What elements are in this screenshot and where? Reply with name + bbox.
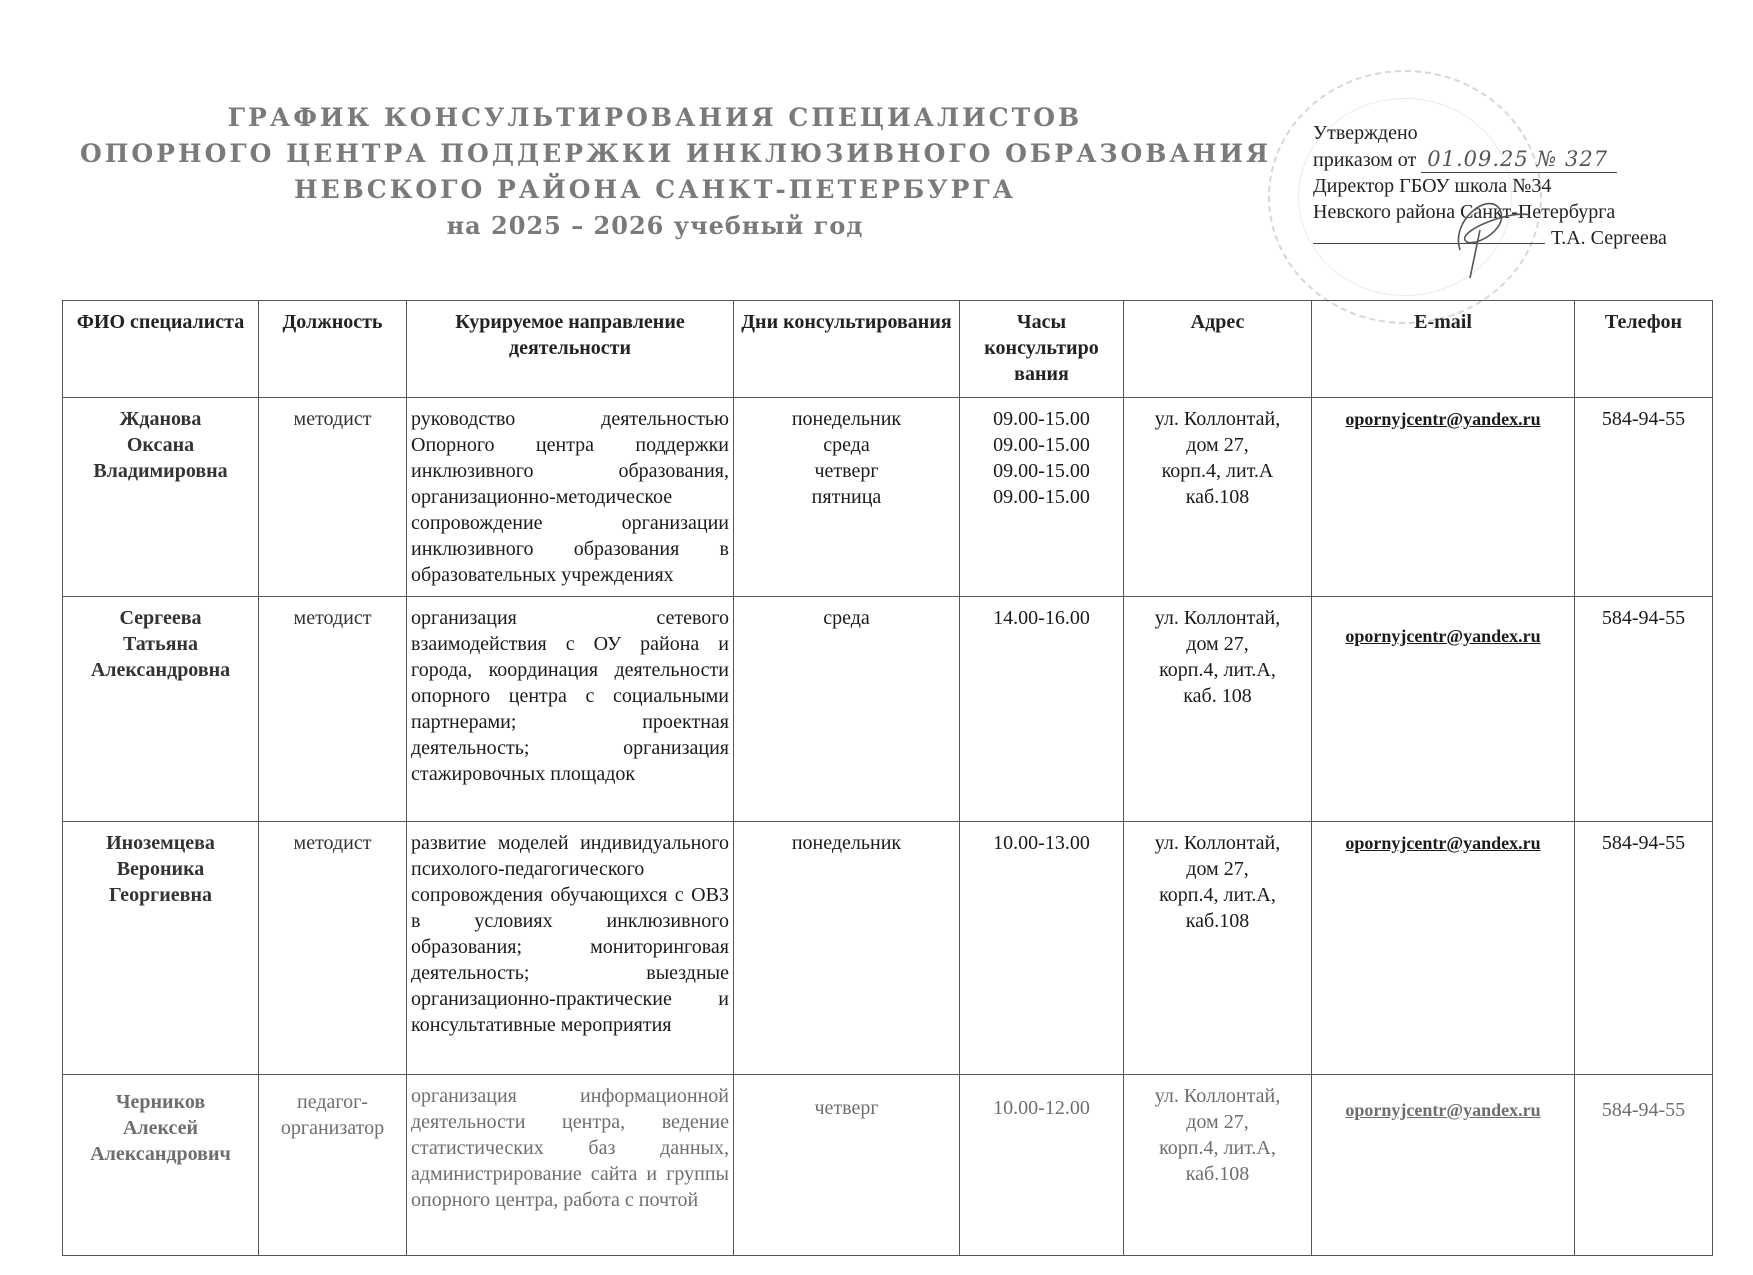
approval-block	[1313, 120, 1693, 251]
header-hours: Часы консультиро вания	[960, 301, 1124, 398]
cell-direction: развитие моделей индивидуального психолого-педагогического сопровождения обучающихся с ОВЗ в условиях инклюзивного образования; мониторинговая деятельность; выездные организационно-практические и консультативные мероприятия	[407, 822, 734, 1075]
approval-order-prefix: приказом от	[1313, 149, 1417, 171]
header-name: ФИО специалиста	[63, 301, 259, 398]
cell-direction: организация информационной деятельности центра, ведение статистических баз данных, администрирование сайта и группы опорного центра, работа с почтой	[407, 1075, 734, 1256]
approval-district: Невского района Санкт-Петербурга	[1313, 201, 1616, 223]
header-address: Адрес	[1124, 301, 1312, 398]
cell-email	[1312, 1075, 1575, 1256]
table-row	[63, 398, 1713, 597]
email-link[interactable]: opornyjcentr@yandex.ru	[1345, 409, 1541, 429]
cell-hours: 10.00-12.00	[960, 1075, 1124, 1256]
cell-address: ул. Коллонтай, дом 27, корп.4, лит.А, каб.108	[1124, 1075, 1312, 1256]
email-link[interactable]: opornyjcentr@yandex.ru	[1345, 626, 1541, 646]
cell-phone: 584-94-55	[1575, 398, 1713, 597]
approval-label: Утверждено	[1313, 122, 1418, 144]
schedule-table	[62, 300, 1713, 1256]
table-row	[63, 822, 1713, 1075]
cell-name: Черников Алексей Александрович	[63, 1075, 259, 1256]
title-line-3: НЕВСКОГО РАЙОНА САНКТ-ПЕТЕРБУРГА	[293, 175, 1016, 204]
cell-address: ул. Коллонтай, дом 27, корп.4, лит.А, каб. 108	[1124, 597, 1312, 822]
cell-address: ул. Коллонтай, дом 27, корп.4, лит.А, каб.108	[1124, 822, 1312, 1075]
header-direction: Курируемое направление деятельности	[407, 301, 734, 398]
cell-email	[1312, 822, 1575, 1075]
approval-signature-row	[1313, 225, 1693, 251]
signature-line	[1313, 225, 1545, 244]
cell-position: методист	[259, 822, 407, 1075]
cell-email	[1312, 398, 1575, 597]
cell-direction: руководство деятельностью Опорного центра поддержки инклюзивного образования, организационно-методическое сопровождение организации инклюзивного образования в образовательных учреждениях	[407, 398, 734, 597]
cell-days: понедельник	[734, 822, 960, 1075]
approval-signatory: Т.А. Сергеева	[1551, 227, 1667, 249]
cell-position: педагог-организатор	[259, 1075, 407, 1256]
cell-phone: 584-94-55	[1575, 822, 1713, 1075]
title-line-year: на 2025 – 2026 учебный год	[446, 211, 864, 240]
cell-hours: 09.00-15.00 09.00-15.00 09.00-15.00 09.00-15.00	[960, 398, 1124, 597]
cell-days: четверг	[734, 1075, 960, 1256]
header-phone: Телефон	[1575, 301, 1713, 398]
cell-hours: 10.00-13.00	[960, 822, 1124, 1075]
document-title	[80, 100, 1272, 244]
approval-order-number: 01.09.25 № 327	[1421, 146, 1617, 173]
cell-position: методист	[259, 398, 407, 597]
cell-hours: 14.00-16.00	[960, 597, 1124, 822]
title-line-2: ОПОРНОГО ЦЕНТРА ПОДДЕРЖКИ ИНКЛЮЗИВНОГО ОБРАЗОВАНИЯ	[80, 139, 1272, 168]
header-position: Должность	[259, 301, 407, 398]
cell-name: Иноземцева Вероника Георгиевна	[63, 822, 259, 1075]
table-row	[63, 1075, 1713, 1256]
approval-order-line	[1313, 146, 1693, 173]
cell-email	[1312, 597, 1575, 822]
cell-phone: 584-94-55	[1575, 597, 1713, 822]
cell-phone: 584-94-55	[1575, 1075, 1713, 1256]
email-link[interactable]: opornyjcentr@yandex.ru	[1345, 833, 1541, 853]
approval-director: Директор ГБОУ школа №34	[1313, 175, 1552, 197]
email-link[interactable]: opornyjcentr@yandex.ru	[1345, 1100, 1541, 1120]
cell-days: среда	[734, 597, 960, 822]
title-line-1: ГРАФИК КОНСУЛЬТИРОВАНИЯ СПЕЦИАЛИСТОВ	[227, 103, 1083, 132]
cell-address: ул. Коллонтай, дом 27, корп.4, лит.А каб.108	[1124, 398, 1312, 597]
cell-direction: организация сетевого взаимодействия с ОУ района и города, координация деятельности опорного центра с социальными партнерами; проектная деятельность; организация стажировочных площадок	[407, 597, 734, 822]
header-days: Дни консультирования	[734, 301, 960, 398]
cell-name: Жданова Оксана Владимировна	[63, 398, 259, 597]
table-header-row	[63, 301, 1713, 398]
cell-name: Сергеева Татьяна Александровна	[63, 597, 259, 822]
table-row	[63, 597, 1713, 822]
cell-position: методист	[259, 597, 407, 822]
cell-days: понедельник среда четверг пятница	[734, 398, 960, 597]
header-email: E-mail	[1312, 301, 1575, 398]
